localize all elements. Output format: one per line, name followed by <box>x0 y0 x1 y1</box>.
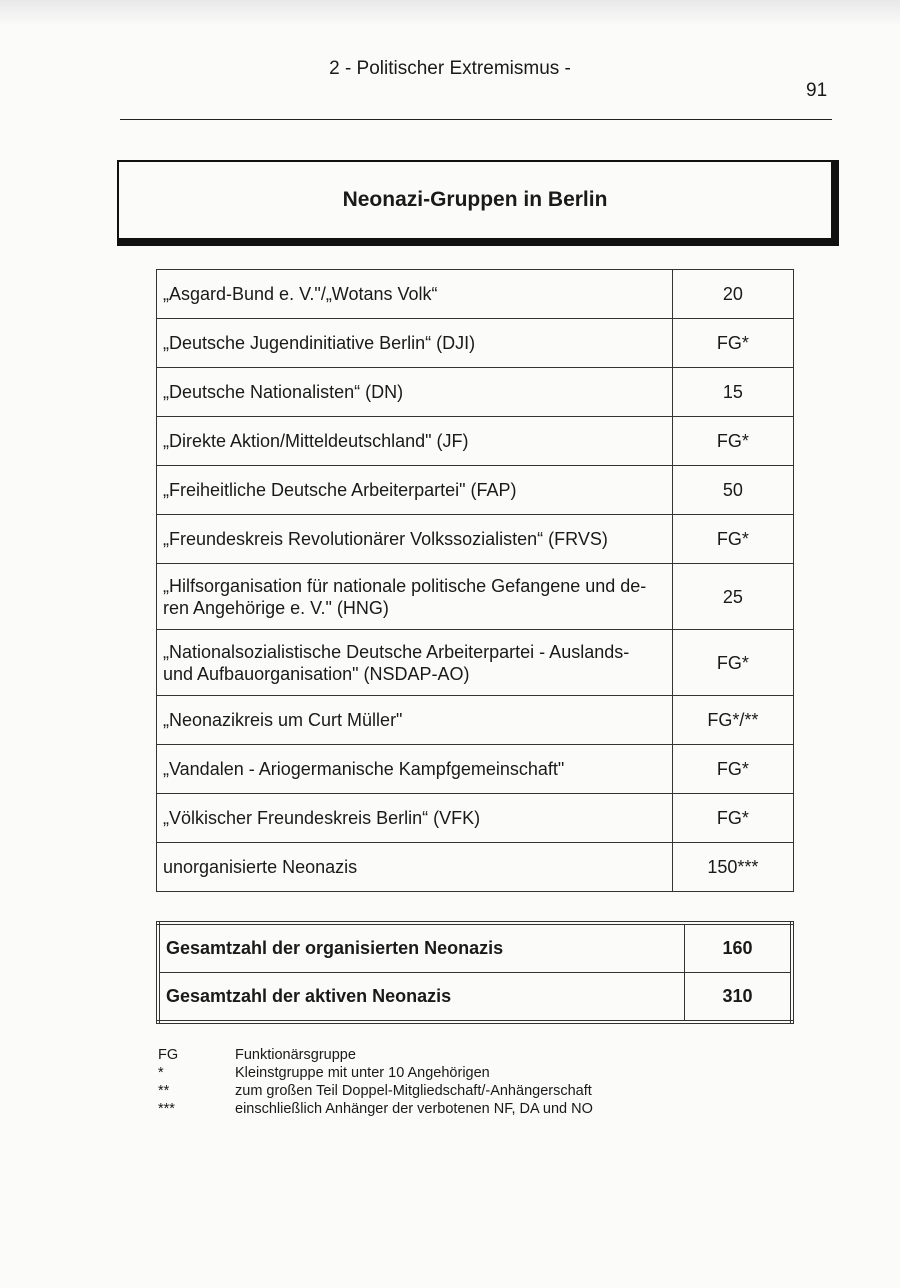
total-value: 160 <box>685 923 793 973</box>
group-count: FG* <box>672 794 793 843</box>
total-label: Gesamtzahl der organisierten Neonazis <box>158 923 685 973</box>
group-count: FG* <box>672 630 793 696</box>
group-name-line: „Hilfsorganisation für nationale politische Gefangene und de- <box>163 575 647 596</box>
group-name-line: „Nationalsozialistische Deutsche Arbeiterpartei - Auslands- <box>163 641 630 662</box>
group-name <box>157 564 673 630</box>
group-name: unorganisierte Neonazis <box>157 843 673 892</box>
legend-text: einschließlich Anhänger der verbotenen NF, DA und NO <box>235 1101 593 1117</box>
group-name-line: ren Angehörige e. V." (HNG) <box>163 597 389 618</box>
group-name: „Vandalen - Ariogermanische Kampfgemeinschaft" <box>157 745 673 794</box>
legend-item <box>158 1100 593 1118</box>
group-count: FG* <box>672 515 793 564</box>
totals-table <box>156 921 794 1024</box>
group-name: „Völkischer Freundeskreis Berlin“ (VFK) <box>157 794 673 843</box>
table-title: Neonazi-Gruppen in Berlin <box>342 188 608 211</box>
table-row <box>157 466 794 515</box>
groups-table <box>156 269 794 892</box>
total-label: Gesamtzahl der aktiven Neonazis <box>158 973 685 1023</box>
legend-item <box>158 1082 593 1100</box>
total-row <box>158 973 792 1023</box>
group-name-line: und Aufbauorganisation" (NSDAP-AO) <box>163 663 470 684</box>
group-name: „Neonazikreis um Curt Müller" <box>157 696 673 745</box>
group-count: 15 <box>672 368 793 417</box>
group-count: FG* <box>672 417 793 466</box>
total-value: 310 <box>685 973 793 1023</box>
header-rule <box>120 119 832 120</box>
legend-text: zum großen Teil Doppel-Mitgliedschaft/-Anhängerschaft <box>235 1083 592 1099</box>
legend-text: Funktionärsgruppe <box>235 1047 356 1063</box>
group-name: „Freiheitliche Deutsche Arbeiterpartei" (FAP) <box>157 466 673 515</box>
total-row <box>158 923 792 973</box>
legend-item <box>158 1046 593 1064</box>
legend-text: Kleinstgruppe mit unter 10 Angehörigen <box>235 1065 490 1081</box>
group-count: FG* <box>672 319 793 368</box>
table-title-box <box>117 160 839 246</box>
table-row <box>157 270 794 319</box>
group-count: 150*** <box>672 843 793 892</box>
group-count: 20 <box>672 270 793 319</box>
group-name: „Asgard-Bund e. V."/„Wotans Volk“ <box>157 270 673 319</box>
table-row <box>157 745 794 794</box>
page-number: 91 <box>806 80 828 101</box>
group-count: FG*/** <box>672 696 793 745</box>
group-name: „Freundeskreis Revolutionärer Volkssozialisten“ (FRVS) <box>157 515 673 564</box>
table-row <box>157 630 794 696</box>
scan-edge <box>0 0 900 26</box>
legend-abbreviation: * <box>158 1065 164 1081</box>
table-row <box>157 417 794 466</box>
legend-abbreviation: ** <box>158 1083 170 1099</box>
legend-item <box>158 1064 593 1082</box>
legend-abbreviation: FG <box>158 1047 179 1063</box>
group-name: „Direkte Aktion/Mitteldeutschland" (JF) <box>157 417 673 466</box>
table-row <box>157 564 794 630</box>
group-count: 25 <box>672 564 793 630</box>
group-name <box>157 630 673 696</box>
group-name: „Deutsche Jugendinitiative Berlin“ (DJI) <box>157 319 673 368</box>
legend-abbreviation: *** <box>158 1101 175 1117</box>
table-row <box>157 696 794 745</box>
group-count: 50 <box>672 466 793 515</box>
group-count: FG* <box>672 745 793 794</box>
table-row <box>157 843 794 892</box>
table-row <box>157 368 794 417</box>
footnote-legend <box>158 1046 593 1118</box>
table-row <box>157 319 794 368</box>
group-name: „Deutsche Nationalisten“ (DN) <box>157 368 673 417</box>
running-header: 2 - Politischer Extremismus - <box>329 58 571 79</box>
table-row <box>157 515 794 564</box>
table-row <box>157 794 794 843</box>
